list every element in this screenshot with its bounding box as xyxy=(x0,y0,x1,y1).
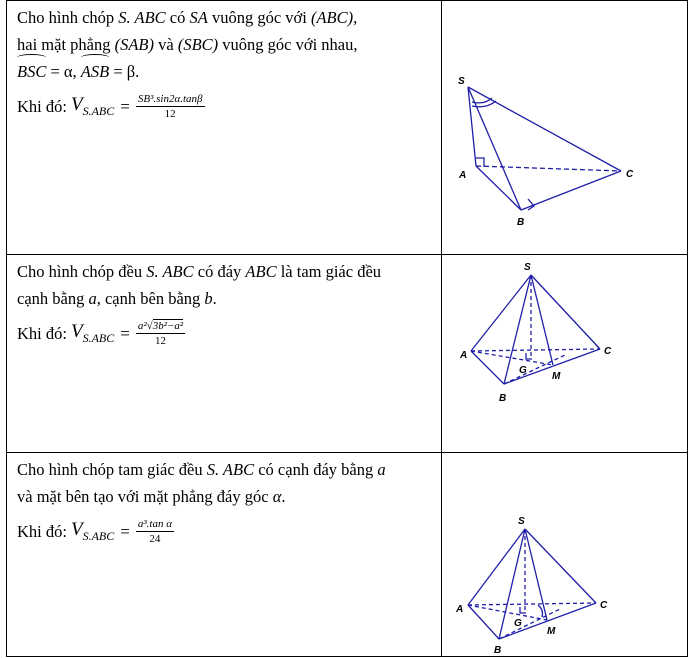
edge-sm xyxy=(525,529,547,620)
angle-arc-m xyxy=(538,605,543,617)
pyramid-figure-2 xyxy=(442,255,687,452)
problem-statement xyxy=(7,1,441,85)
point-label-c: C xyxy=(626,169,634,180)
text-run: cạnh bằng xyxy=(17,289,89,308)
point-label-m: M xyxy=(547,626,556,637)
text-run: là tam giác đều xyxy=(276,262,382,281)
math-run: (SBC) xyxy=(177,35,219,54)
text-run: Cho hình chóp đều xyxy=(17,262,147,281)
table-row xyxy=(7,255,688,453)
volume-subscript: S.ABC xyxy=(82,528,115,543)
text-run: , xyxy=(353,8,358,27)
math-run: α xyxy=(272,487,282,506)
text-run: và mặt bên tạo với mặt phẳng đáy góc xyxy=(17,487,273,506)
pyramid-figure-3 xyxy=(442,453,687,656)
edge-ac-hidden xyxy=(471,349,600,351)
problem-statement xyxy=(7,255,441,312)
numerator-radicand: 3b²−a² xyxy=(152,320,184,332)
point-label-b: B xyxy=(517,217,525,228)
problem-statement xyxy=(7,453,441,510)
volume-subscript: S.ABC xyxy=(82,330,115,345)
point-label-s: S xyxy=(524,262,531,273)
edge-sc xyxy=(531,275,600,349)
figure-cell xyxy=(442,255,688,453)
text-run: = α, xyxy=(46,62,81,81)
volume-letter: V xyxy=(70,321,83,343)
formula-label: Khi đó: xyxy=(17,323,67,343)
math-run: S. ABC xyxy=(118,8,166,27)
numerator: SB³.sin2α.tanβ xyxy=(137,93,203,105)
text-run: , cạnh bên bằng xyxy=(96,289,205,308)
point-label-a: A xyxy=(456,604,464,615)
point-label-m: M xyxy=(552,371,561,382)
text-run: có cạnh đáy bằng xyxy=(254,460,378,479)
edge-sb xyxy=(468,87,521,210)
text-run: vuông góc với nhau, xyxy=(218,35,358,54)
edge-ab xyxy=(468,605,499,639)
fraction xyxy=(136,93,205,120)
math-run: (ABC) xyxy=(310,8,354,27)
text-run: có xyxy=(165,8,190,27)
angle-bsc: BSC xyxy=(17,58,46,85)
math-run: (SAB) xyxy=(114,35,155,54)
angle-asb: ASB xyxy=(81,58,109,85)
point-label-a: A xyxy=(460,350,468,361)
volume-symbol xyxy=(71,94,114,119)
denominator: 12 xyxy=(155,335,167,347)
fraction xyxy=(136,518,174,545)
denominator: 12 xyxy=(164,108,176,120)
volume-symbol xyxy=(71,321,114,346)
text-run: Cho hình chóp xyxy=(17,8,119,27)
math-run: S. ABC xyxy=(206,460,255,479)
statement-cell xyxy=(7,255,442,453)
formula-label: Khi đó: xyxy=(17,96,67,116)
table-row xyxy=(7,1,688,255)
equals-sign: = xyxy=(120,96,130,116)
right-angle-b xyxy=(528,199,534,210)
math-run: a xyxy=(88,289,97,308)
text-run: . xyxy=(212,289,217,308)
text-run: và xyxy=(154,35,178,54)
edge-ac-hidden xyxy=(476,166,621,171)
text-run: vuông góc với xyxy=(207,8,311,27)
equals-sign: = xyxy=(120,323,130,343)
text-run: hai mặt phẳng xyxy=(17,35,115,54)
point-label-g: G xyxy=(514,618,522,629)
figure-cell xyxy=(442,453,688,657)
volume-letter: V xyxy=(70,519,83,541)
point-label-b: B xyxy=(499,393,507,404)
volume-formula xyxy=(7,510,441,545)
table-row xyxy=(7,453,688,657)
edge-sa xyxy=(468,87,476,166)
edge-sc xyxy=(525,529,596,603)
text-run: Cho hình chóp tam giác đều xyxy=(17,460,207,479)
edge-bc xyxy=(521,171,621,210)
volume-formula xyxy=(7,312,441,347)
statement-cell xyxy=(7,1,442,255)
math-run: ABC xyxy=(245,262,277,281)
edge-ab xyxy=(476,166,521,210)
volume-symbol xyxy=(71,519,114,544)
point-label-s: S xyxy=(518,516,525,527)
denominator: 24 xyxy=(149,533,161,545)
volume-formula xyxy=(7,85,441,120)
numerator: a³.tan α xyxy=(137,518,172,530)
math-run: SA xyxy=(189,8,208,27)
text-run: có đáy xyxy=(193,262,246,281)
math-run: b xyxy=(204,289,213,308)
fraction xyxy=(136,320,185,347)
edge-sm xyxy=(531,275,553,365)
formula-table xyxy=(6,0,688,657)
point-label-s: S xyxy=(458,76,465,87)
point-label-c: C xyxy=(604,346,612,357)
numerator: a²√3b²−a² xyxy=(137,320,184,332)
figure-cell xyxy=(442,1,688,255)
math-run: S. ABC xyxy=(146,262,194,281)
edge-ac-hidden xyxy=(468,603,596,605)
equals-sign: = xyxy=(120,521,130,541)
point-label-a: A xyxy=(459,170,467,181)
statement-cell xyxy=(7,453,442,657)
point-label-b: B xyxy=(494,645,502,656)
point-label-c: C xyxy=(600,600,608,611)
point-label-g: G xyxy=(519,365,527,376)
text-run: = β. xyxy=(109,62,140,81)
math-run: a xyxy=(377,460,386,479)
formula-label: Khi đó: xyxy=(17,521,67,541)
volume-letter: V xyxy=(70,94,83,116)
numerator-factor: a² xyxy=(137,320,147,332)
text-run: . xyxy=(281,487,286,506)
pyramid-figure-1 xyxy=(442,1,687,254)
volume-subscript: S.ABC xyxy=(82,103,115,118)
